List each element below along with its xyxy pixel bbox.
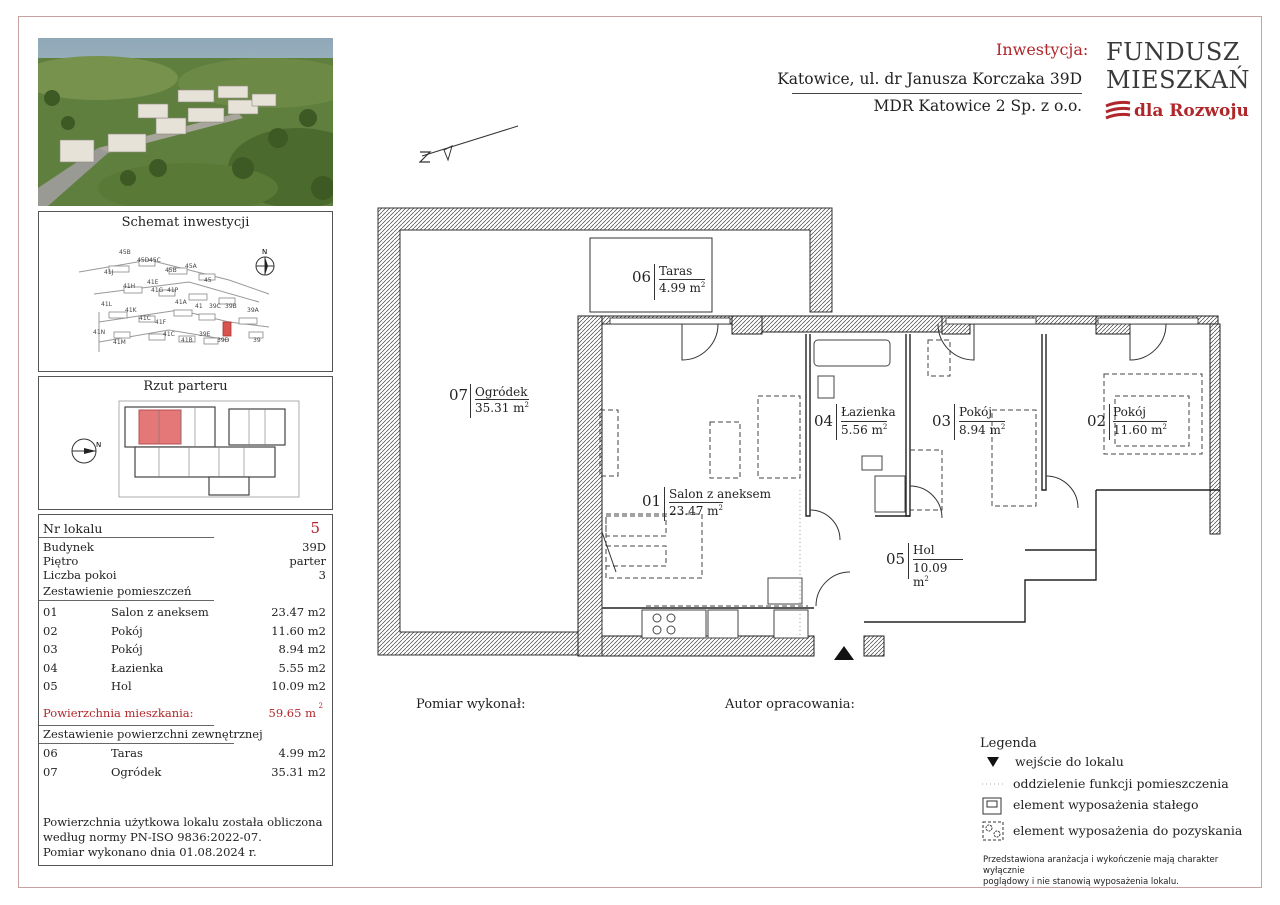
svg-text:41N: 41N bbox=[93, 329, 106, 336]
investment-address: Katowice, ul. dr Janusza Korczaka 39D bbox=[777, 70, 1082, 88]
external-heading: Zestawienie powierzchni zewnętrznej bbox=[43, 727, 263, 741]
compass-icon bbox=[256, 248, 274, 275]
svg-text:39A: 39A bbox=[247, 307, 259, 314]
unit-number-label: Nr lokalu bbox=[43, 521, 103, 536]
room-row: 03 Pokój 8.94 m2 bbox=[43, 642, 326, 656]
unit-number-row bbox=[43, 521, 328, 536]
site-plan-drawing bbox=[39, 232, 332, 370]
north-arrow-icon bbox=[414, 122, 524, 166]
logo-swoosh-icon bbox=[1104, 99, 1134, 121]
aerial-rendering bbox=[38, 38, 333, 206]
note-line: według normy PN-ISO 9836:2022-07. bbox=[43, 830, 262, 844]
entrance-triangle-icon bbox=[834, 646, 854, 660]
svg-text:45C: 45C bbox=[149, 257, 161, 264]
rooms-heading: Zestawienie pomieszczeń bbox=[43, 584, 192, 598]
svg-text:45: 45 bbox=[204, 277, 212, 284]
svg-text:41H: 41H bbox=[123, 283, 136, 290]
svg-text:41: 41 bbox=[195, 303, 203, 310]
measured-by-label: Pomiar wykonał: bbox=[416, 697, 526, 712]
building-row: Budynek 39D bbox=[43, 540, 326, 554]
svg-text:39C: 39C bbox=[209, 303, 221, 310]
svg-text:41J: 41J bbox=[104, 269, 114, 276]
svg-text:41A: 41A bbox=[175, 299, 187, 306]
investment-label: Inwestycja: bbox=[996, 40, 1089, 59]
svg-text:45B: 45B bbox=[119, 249, 131, 256]
external-row: 06 Taras 4.99 m2 bbox=[43, 746, 326, 760]
investment-company: MDR Katowice 2 Sp. z o.o. bbox=[873, 97, 1082, 115]
legend-title: Legenda bbox=[980, 736, 1037, 751]
ground-floor-panel bbox=[38, 376, 333, 510]
external-row: 07 Ogródek 35.31 m2 bbox=[43, 765, 326, 779]
note-line: Powierzchnia użytkowa lokalu została obliczona bbox=[43, 815, 323, 829]
author-label: Autor opracowania: bbox=[725, 697, 855, 712]
room-row: 02 Pokój 11.60 m2 bbox=[43, 624, 326, 638]
room-row: 01 Salon z aneksem 23.47 m2 bbox=[43, 605, 326, 619]
floor-plan bbox=[370, 200, 1230, 670]
unit-number-value: 5 bbox=[310, 519, 320, 537]
site-plan-title: Schemat inwestycji bbox=[121, 215, 250, 230]
svg-text:41E: 41E bbox=[147, 279, 159, 286]
svg-text:N: N bbox=[262, 248, 268, 256]
rooms-count-row: Liczba pokoi 3 bbox=[43, 568, 326, 582]
site-plan-panel bbox=[38, 211, 333, 372]
compass-icon bbox=[72, 439, 101, 463]
svg-text:41M: 41M bbox=[113, 339, 126, 346]
note-line: Pomiar wykonano dnia 01.08.2024 r. bbox=[43, 845, 257, 859]
floor-row: Piętro parter bbox=[43, 554, 326, 568]
fixed-equipment-icon bbox=[982, 797, 1002, 815]
function-divider-line-icon bbox=[980, 782, 1008, 786]
svg-text:41K: 41K bbox=[125, 307, 137, 314]
total-area-row: Powierzchnia mieszkania: 59.65 m 2 bbox=[43, 702, 323, 720]
svg-text:41C: 41C bbox=[163, 331, 175, 338]
svg-text:41G: 41G bbox=[151, 287, 164, 294]
optional-equipment-icon bbox=[982, 821, 1004, 841]
svg-text:41P: 41P bbox=[167, 287, 179, 294]
svg-text:41C: 41C bbox=[139, 315, 151, 322]
svg-text:41B: 41B bbox=[181, 337, 193, 344]
disclaimer: Przedstawiona aranżacja i wykończenie mają charakter wyłącznie poglądowy i nie stanowią wyposażenia lokalu. bbox=[983, 855, 1219, 887]
svg-text:39: 39 bbox=[253, 337, 261, 344]
ground-floor-drawing bbox=[39, 395, 332, 509]
svg-text:45D: 45D bbox=[137, 257, 150, 264]
room-row: 04 Łazienka 5.55 m2 bbox=[43, 661, 326, 675]
svg-text:45B: 45B bbox=[165, 267, 177, 274]
svg-text:39B: 39B bbox=[225, 303, 237, 310]
ground-floor-title: Rzut parteru bbox=[143, 379, 228, 394]
svg-text:N: N bbox=[96, 441, 102, 449]
svg-text:45A: 45A bbox=[185, 263, 197, 270]
entrance-triangle-icon bbox=[986, 756, 1000, 768]
svg-text:39E: 39E bbox=[199, 331, 211, 338]
svg-text:39D: 39D bbox=[217, 337, 230, 344]
room-row: 05 Hol 10.09 m2 bbox=[43, 679, 326, 693]
unit-summary-table bbox=[38, 514, 333, 866]
svg-text:41F: 41F bbox=[155, 319, 167, 326]
svg-text:41L: 41L bbox=[101, 301, 112, 308]
